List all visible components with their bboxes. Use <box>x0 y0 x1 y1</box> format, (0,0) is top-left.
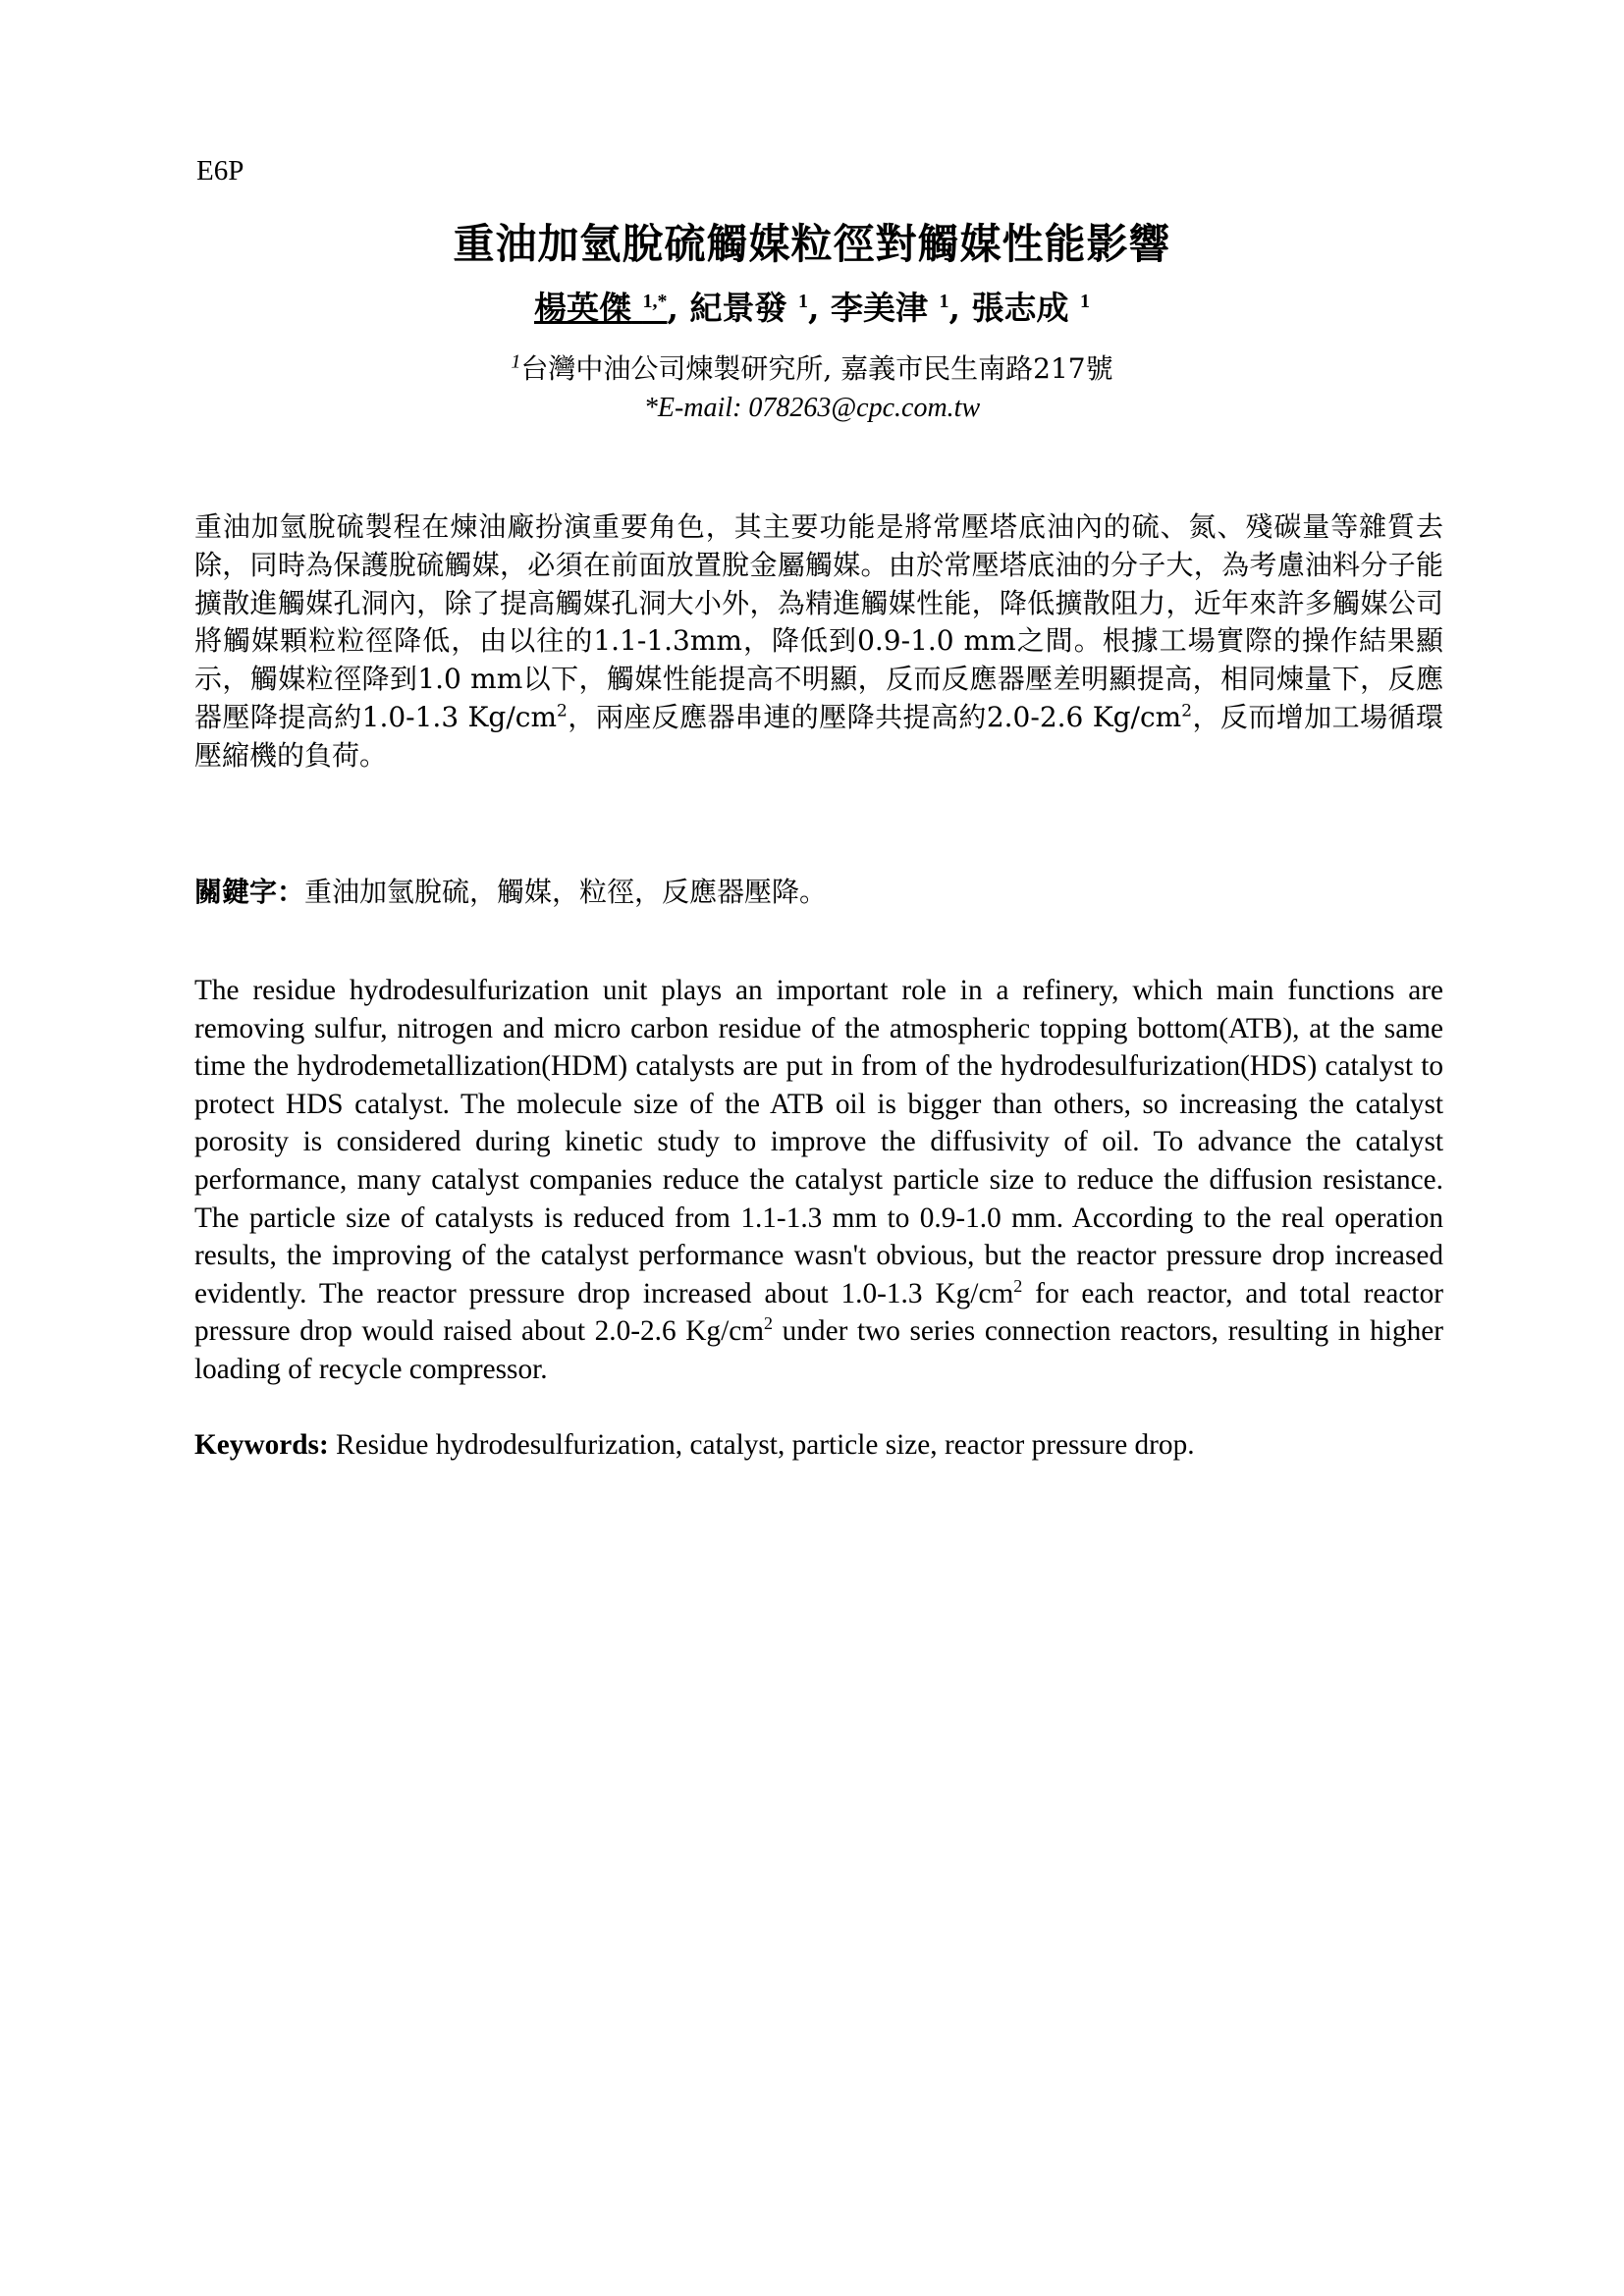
keywords-english-text: Residue hydrodesulfurization, catalyst, particle size, reactor pressure drop. <box>328 1429 1195 1461</box>
author-name: 紀景發 <box>689 289 787 327</box>
abstract-english <box>194 972 1443 1389</box>
superscript: 2 <box>557 701 568 721</box>
affiliation-mark: 1 <box>511 350 521 373</box>
keywords-english <box>194 1426 1443 1465</box>
author <box>971 289 1090 327</box>
abstract-chinese-part2: ，兩座反應器串連的壓降共提高約2.0-2.6 Kg/cm <box>567 700 1182 733</box>
keywords-english-label: Keywords: <box>194 1429 329 1461</box>
abstract-chinese <box>194 508 1443 775</box>
author-affil-mark: 1 <box>798 291 808 312</box>
author <box>534 289 668 327</box>
author <box>831 289 949 327</box>
affiliation-text: 台灣中油公司煉製研究所, 嘉義市民生南路217號 <box>520 352 1113 385</box>
superscript: 2 <box>1013 1275 1023 1296</box>
paper-title: 重油加氫脫硫觸媒粒徑對觸媒性能影響 <box>453 220 1171 268</box>
contact-email: *E-mail: 078263@cpc.com.tw <box>643 393 981 423</box>
affiliation <box>0 347 1624 387</box>
abstract-english-part1: The residue hydrodesulfurization unit plays an important role in a refinery, which main functions are removing sulfur, nitrogen and micro carbon residue of the atmospheric topping bottom(ATB), at the same time the hydrodemetallization(HDM) catalysts are put in from of the hydrodesulfurization(HDS) catalyst to protect HDS catalyst. The molecule size of the ATB oil is bigger than others, so increasing the catalyst porosity is considered during kinetic study to improve the diffusivity of oil. To advance the catalyst performance, many catalyst companies reduce the catalyst particle size to reduce the diffusion resistance. The particle size of catalysts is reduced from 1.1-1.3 mm to 0.9-1.0 mm. According to the real operation results, the improving of the catalyst performance wasn't obvious, but the reactor pressure drop increased evidently. The reactor pressure drop increased about 1.0-1.3 Kg/cm <box>194 975 1443 1309</box>
keywords-chinese-label: 關鍵字： <box>194 876 305 908</box>
keywords-chinese <box>194 874 1443 911</box>
paper-code: E6P <box>196 155 244 187</box>
superscript: 2 <box>764 1313 774 1334</box>
author-name: 楊英傑 <box>534 289 632 327</box>
author-list: 楊英傑 $^{1,*}$, 紀景發 $^1$, 李美津 $^1$, 張志成 $^1$ <box>534 289 1090 327</box>
abstract-english-part2: for each reactor, and total reactor pressure drop would raised about 2.0-2.6 Kg/cm <box>194 1277 1443 1348</box>
author-name: 李美津 <box>830 289 928 327</box>
abstract-english-part3: under two series connection reactors, resulting in higher loading of recycle compressor. <box>194 1315 1443 1385</box>
superscript: 2 <box>1181 701 1193 721</box>
author-name: 張志成 <box>971 289 1069 327</box>
author-affil-mark: 1 <box>939 291 949 312</box>
abstract-chinese-part3: ，反而增加工場循環壓縮機的負荷。 <box>194 700 1443 772</box>
author-affil-mark: 1 <box>1079 291 1090 312</box>
author-affil-mark: 1,* <box>642 291 668 312</box>
keywords-chinese-text: 重油加氫脫硫，觸媒，粒徑，反應器壓降。 <box>304 876 828 908</box>
abstract-chinese-part1: 重油加氫脫硫製程在煉油廠扮演重要角色，其主要功能是將常壓塔底油內的硫、氮、殘碳量等雜質去除，同時為保護脫硫觸媒，必須在前面放置脫金屬觸媒。由於常壓塔底油的分子大，為考慮油料分子能擴散進觸媒孔洞內，除了提高觸媒孔洞大小外，為精進觸媒性能，降低擴散阻力，近年來許多觸媒公司將觸媒顆粒粒徑降低，由以往的1.1-1.3mm，降低到0.9-1.0 mm之間。根據工場實際的操作結果顯示，觸媒粒徑降到1.0 mm以下，觸媒性能提高不明顯，反而反應器壓差明顯提高，相同煉量下，反應器壓降提高約1.0-1.3 Kg/cm <box>194 510 1443 733</box>
author <box>690 289 809 327</box>
